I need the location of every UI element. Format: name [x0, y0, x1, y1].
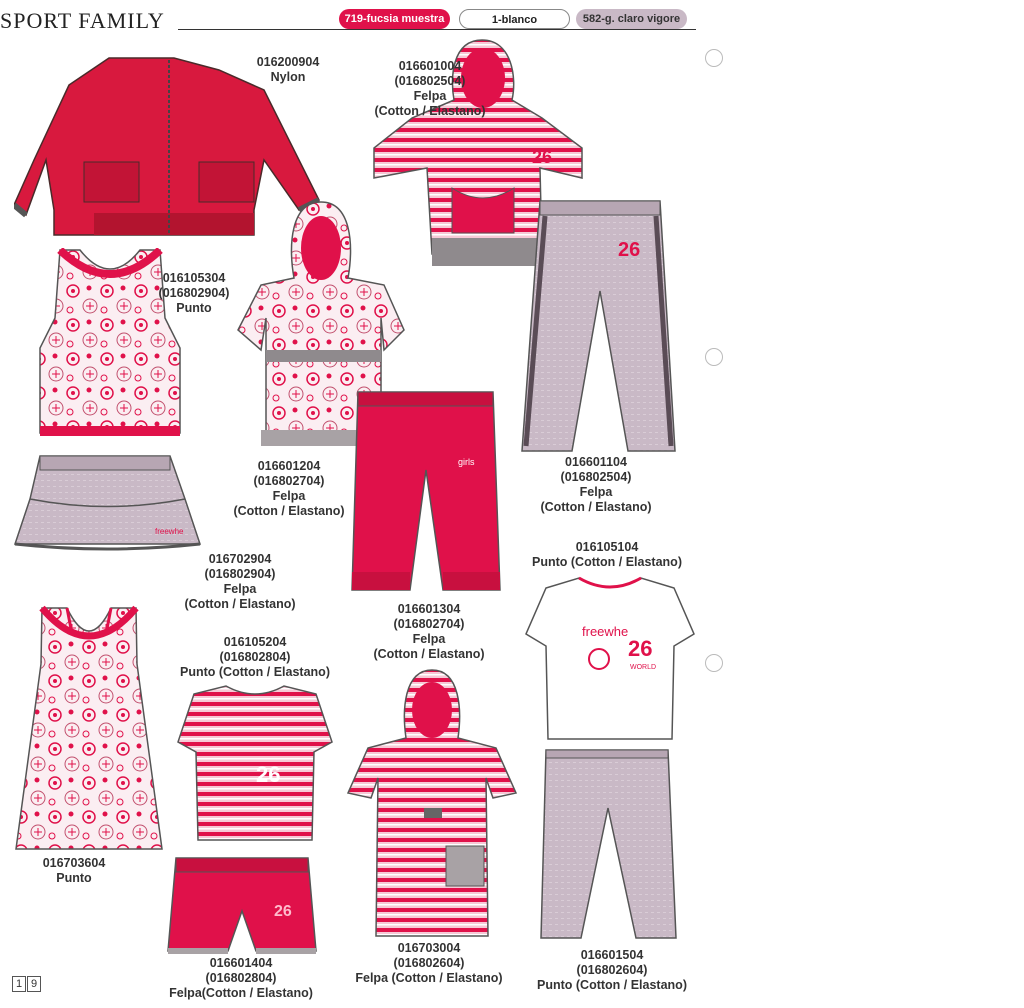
label-skirt: 016702904 (016802904) Felpa (Cotton / Elastano): [184, 552, 296, 611]
print-number: 26: [618, 239, 641, 261]
label-tank: 016105304 (016802904) Punto: [158, 271, 230, 315]
print-girls: girls: [458, 457, 475, 467]
label-hoodie: 016601004 (016802504) Felpa (Cotton / Elastano): [374, 59, 486, 118]
long-pants-illustration: [510, 196, 682, 458]
punch-hole: [705, 348, 723, 366]
label-hooded-dress: 016703004 (016802604) Felpa (Cotton / Elastano): [355, 941, 503, 985]
label-striped-tee: 016105204 (016802804) Punto (Cotton / Elastano): [180, 635, 330, 679]
print-world: WORLD: [630, 664, 657, 671]
label-leggings: 016601504 (016802604) Punto (Cotton / Elastano): [537, 948, 687, 992]
label-hooded-top: 016601204 (016802704) Felpa (Cotton / Elastano): [233, 459, 345, 518]
print-brand: freewhe: [155, 527, 184, 536]
page-title: SPORT FAMILY: [0, 8, 165, 33]
punch-hole: [705, 654, 723, 672]
page-number: 1 9: [12, 976, 42, 992]
shorts-illustration: [166, 856, 318, 956]
print-number: 26: [532, 147, 553, 167]
label-dress: 016703604 Punto: [42, 856, 106, 885]
punch-hole: [705, 49, 723, 67]
print-number: 26: [628, 636, 653, 661]
label-shorts: 016601404 (016802804) Felpa(Cotton / Elastano): [169, 956, 313, 1000]
label-capri: 016601304 (016802704) Felpa (Cotton / Elastano): [373, 602, 485, 661]
print-brand: freewhe: [582, 624, 629, 639]
striped-tee-illustration: [176, 682, 334, 846]
capri-pants-illustration: [348, 390, 504, 600]
dress-illustration: [12, 604, 166, 854]
label-long-pants: 016601104 (016802504) Felpa (Cotton / Elastano): [540, 455, 652, 514]
label-jacket: 016200904 Nylon: [256, 55, 320, 84]
white-tee-illustration: [524, 574, 696, 744]
color-swatch-blanco: 1-blanco: [459, 9, 570, 29]
color-swatch-gris: 582-g. claro vigore: [576, 9, 687, 29]
label-white-tee: 016105104 Punto (Cotton / Elastano): [532, 540, 682, 569]
print-number: 26: [256, 762, 281, 787]
color-swatch-fucsia: 719-fucsia muestra: [339, 9, 450, 29]
hooded-dress-illustration: [346, 668, 518, 940]
skirt-illustration: [10, 454, 206, 554]
title-rule: [178, 29, 696, 30]
print-number: 26: [274, 903, 292, 920]
leggings-illustration: [536, 748, 678, 944]
